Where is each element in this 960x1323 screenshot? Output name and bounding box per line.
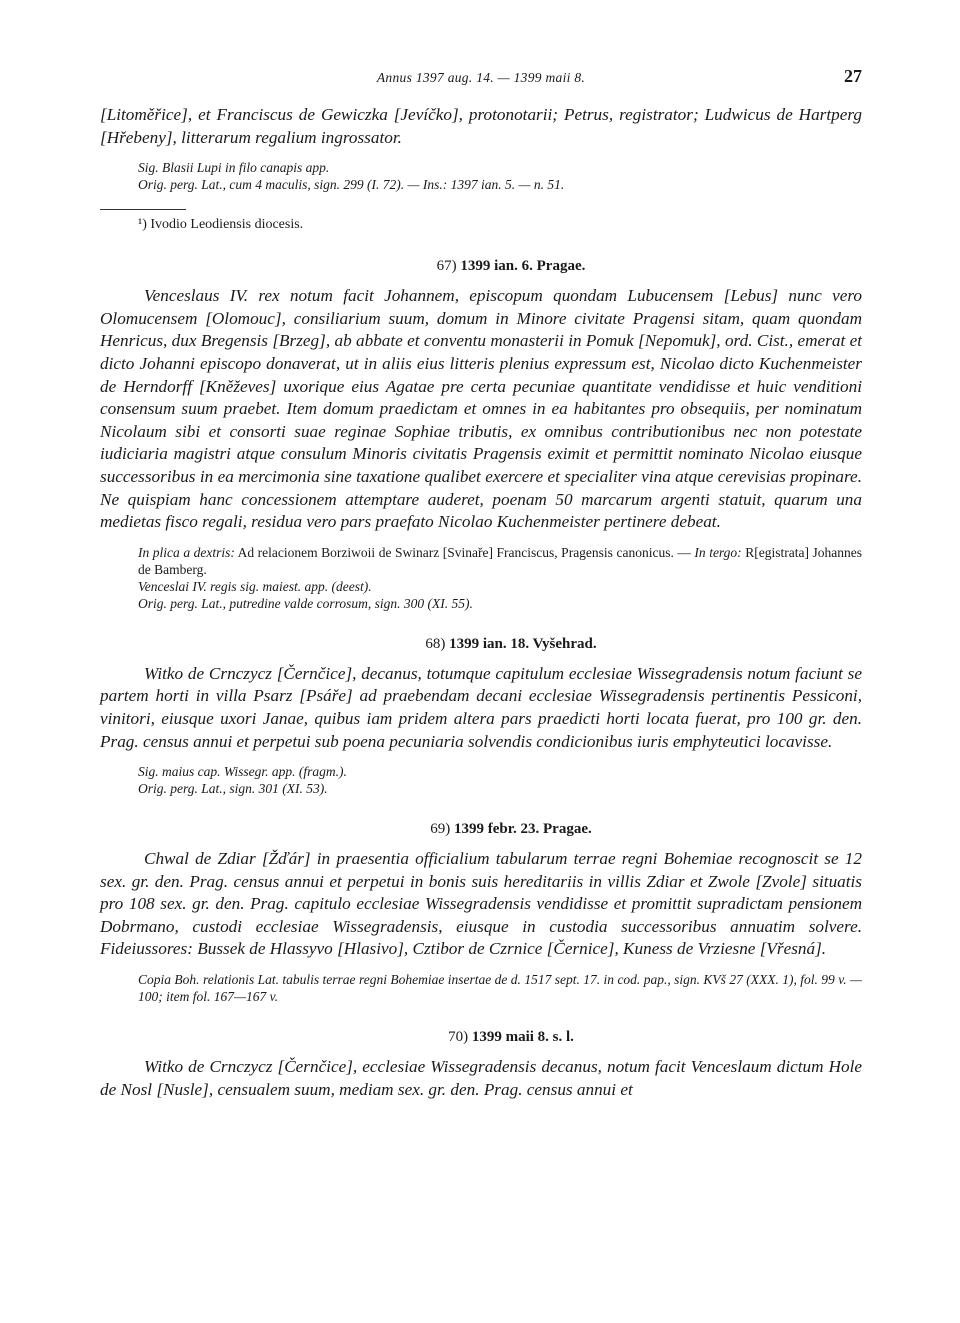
tergo-text: R[egistrata] Johannes de Bamberg.	[138, 544, 862, 577]
source-note: Copia Boh. relationis Lat. tabulis terrae regni Bohemiae insertae de d. 1517 sept. 17. in cod. pap., sign. KVš 27 (XXX. 1), fol. 99 v. — 100; item fol. 167—167 v.	[138, 972, 862, 1005]
entry-date: 1399 febr. 23. Pragae.	[453, 821, 592, 838]
seal-note: Venceslai IV. regis sig. maiest. app. (deest).	[138, 578, 372, 594]
entry-heading-69	[160, 821, 862, 838]
footnote: ¹) Ivodio Leodiensis diocesis.	[138, 217, 304, 233]
entry-heading-68	[160, 636, 862, 653]
source-note: Orig. perg. Lat., sign. 301 (XI. 53).	[138, 781, 328, 797]
running-head: Annus 1397 aug. 14. — 1399 maii 8.	[376, 70, 586, 85]
entry-number: 70)	[448, 1029, 469, 1046]
entry-date: 1399 ian. 6. Pragae.	[460, 258, 586, 275]
page-number: 27	[844, 66, 862, 86]
entry-text-70: Witko de Crnczycz [Černčice], ecclesiae Wissegradensis decanus, notum facit Venceslaum dictum Hole de Nosl [Nusle], censualem suum, mediam sex. gr. den. Prag. census annui et	[100, 1057, 862, 1099]
entry-text-67: Venceslaus IV. rex notum facit Johannem, episcopum quondam Lubucensem [Lebus] nunc vero Olomucensem [Olomouc], consiliarium suum, domum in Minore civitate Pragensi sitam, quam quondam Henricus, dux Bregensis [Brzeg], ab abbate et conventu monasterii in Pomuk [Nepomuk], ord. Cist., emerat et dicto Johanni episcopo donaverat, ut in aliis eius litteris plenius expressum est, Nicolao dicto Kuchenmeister de Herndorff [Kněževes] uxorique eius Agatae pre certa pecuniae quantitate vendidisse et huic venditioni consensum suum praebet. Item domum praedictam et omnes in ea habitantes pro obsequiis, per nominatum Nicolaum sibi et consorti suae reginae Sophiae tributis, ex omnibus contributionibus nec non potestate iudiciaria magistri atque consulum Minoris civitatis Pragensis eximit et permittit nominato Nicolao eiusque successoribus in ea mercimonia sine taxatione qualibet exercere et specialiter vina atque cerevisias propinare. Ne quispiam hanc concessionem attemptare auderet, poenam 50 marcarum argenti statuit, quarum una medietas fisco regali, residua vero pars praefato Nicolao Kuchenmeister pertinere debeat.	[100, 286, 862, 532]
plica-note	[100, 544, 862, 578]
entry-number: 68)	[425, 635, 446, 652]
intro-paragraph: [Litoměřice], et Franciscus de Gewiczka [Jevíčko], protonotarii; Petrus, registrator; Ludwicus de Hartperg [Hřebeny], litterarum regalium ingrossator.	[100, 105, 862, 147]
source-note: Orig. perg. Lat., putredine valde corrosum, sign. 300 (XI. 55).	[138, 595, 473, 611]
seal-note: Sig. Blasii Lupi in filo canapis app.	[138, 160, 330, 176]
entry-date: 1399 maii 8. s. l.	[471, 1029, 574, 1046]
entry-number: 67)	[436, 258, 457, 275]
page-header	[100, 62, 862, 90]
entry-text-69: Chwal de Zdiar [Žďár] in praesentia officialium tabularum terrae regni Bohemiae recognoscit se 12 sex. gr. den. Prag. census annui et perpetui in bonis suis hereditariis in villis Zdiar et Zwole [Zvole] situatis pro 108 sex. gr. den. Prag. capitulo ecclesiae Wissegradensis vendidisse et promittit supradictam pensionem Dobrmano, custodi ecclesiae Wissegradensis, eiusque in custodia successoribus annuatim solvere. Fideiussores: Bussek de Hlassyvo [Hlasivo], Cztibor de Czrnice [Černice], Kuness de Vrziesne [Vřesná].	[100, 849, 862, 959]
tergo-label: In tergo:	[694, 544, 742, 560]
seal-note: Sig. maius cap. Wissegr. app. (fragm.).	[138, 764, 347, 780]
entry-date: 1399 ian. 18. Vyšehrad.	[449, 635, 597, 652]
entry-text-68: Witko de Crnczycz [Černčice], decanus, totumque capitulum ecclesiae Wissegradensis notum faciunt se partem horti in villa Psarz [Psáře] ad praebendam decani ecclesiae Wissegradensis pertinentis Pessiconi, vinitori, eiusque uxori Janae, quibus iam pridem altera pars praedicti horti locata fuerat, pro 100 gr. den. Prag. census annui et perpetui sub poena pecuniaria solvendis condicionibus iuris emphyteutici locavisse.	[100, 663, 862, 751]
entry-heading-70	[160, 1029, 862, 1046]
plica-text: Ad relacionem Borziwoii de Swinarz [Svinaře] Franciscus, Pragensis canonicus. —	[234, 544, 695, 560]
plica-label: In plica a dextris:	[138, 544, 235, 560]
document-page	[100, 62, 862, 1101]
entry-number: 69)	[430, 821, 451, 838]
footnote-rule	[100, 209, 186, 210]
source-note: Orig. perg. Lat., cum 4 maculis, sign. 299 (I. 72). — Ins.: 1397 ian. 5. — n. 51.	[138, 177, 565, 193]
entry-heading-67	[160, 258, 862, 275]
